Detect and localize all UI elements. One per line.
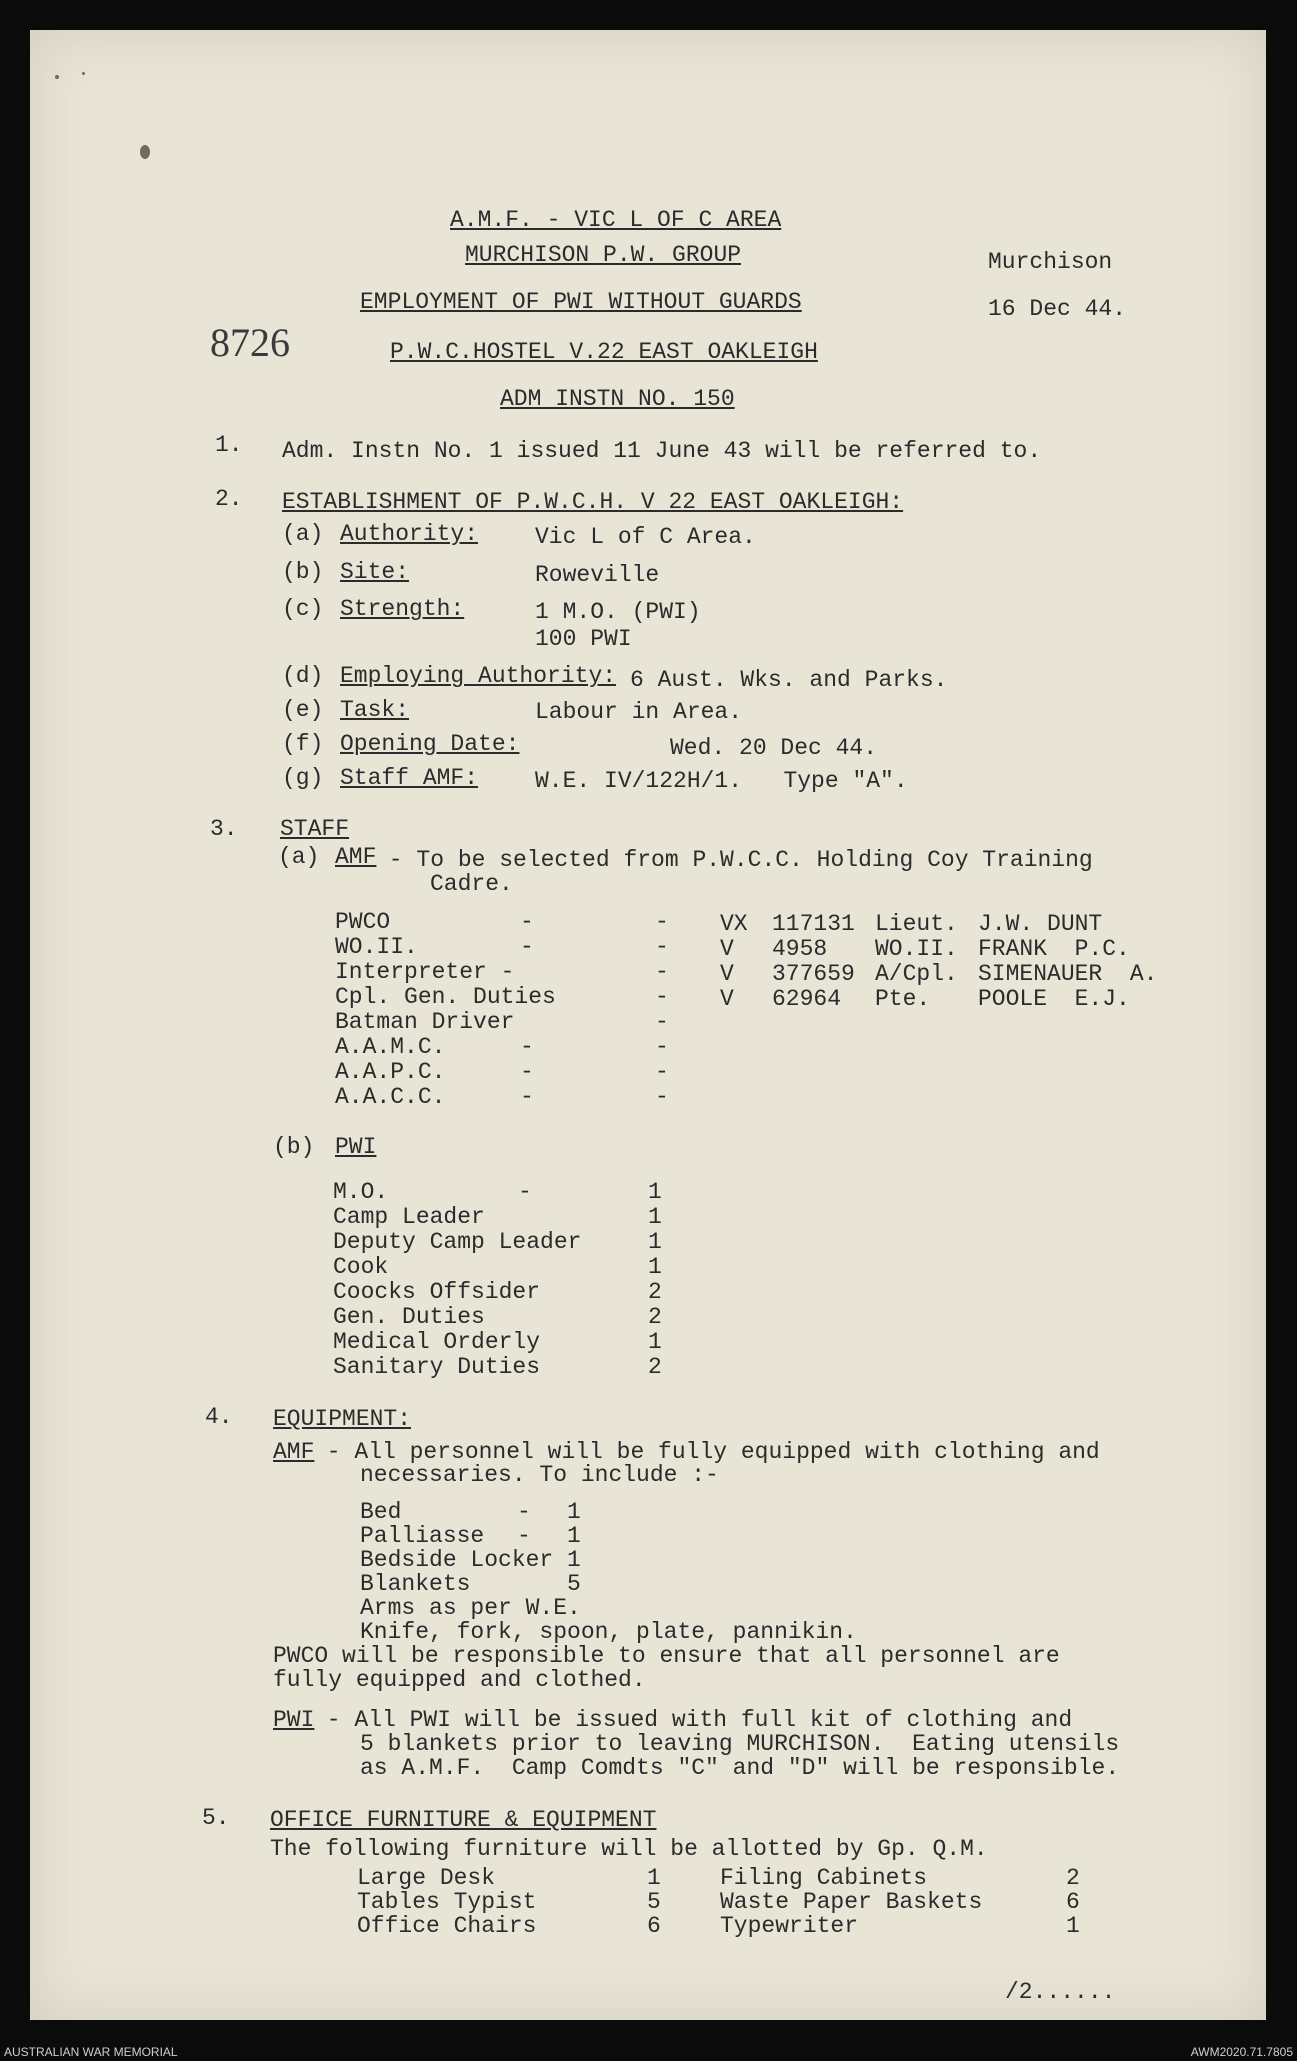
s3-a-text-2: Cadre. — [430, 871, 513, 897]
amf-role: A.A.M.C. — [335, 1034, 446, 1060]
pwi-role: M.O. — [333, 1179, 389, 1205]
section-3-number: 3. — [210, 816, 238, 842]
amf-role: WO.II. — [335, 934, 418, 960]
furniture-name: Tables Typist — [357, 1889, 537, 1915]
section-4-title: EQUIPMENT: — [273, 1406, 412, 1432]
ink-spot — [55, 75, 59, 79]
s2-d-label: Employing Authority: — [340, 663, 617, 689]
document-page — [30, 30, 1266, 2020]
pwi-dash: - — [518, 1179, 532, 1205]
section-1-text: Adm. Instn No. 1 issued 11 June 43 will be referred to. — [282, 438, 1042, 464]
section-2-number: 2. — [215, 486, 243, 512]
equipment-name: Bedside Locker — [360, 1547, 554, 1573]
equipment-dash: - — [517, 1523, 531, 1549]
equipment-utensils: Knife, fork, spoon, plate, pannikin. — [360, 1619, 857, 1645]
s2-f-value: Wed. 20 Dec 44. — [670, 735, 878, 761]
header-line-1: A.M.F. - VIC L OF C AREA — [450, 207, 782, 233]
pwi-role: Coocks Offsider — [333, 1279, 541, 1305]
s2-b-value: Roweville — [535, 562, 660, 588]
s3-a-label: AMF — [335, 844, 377, 870]
furniture-qty: 6 — [647, 1913, 661, 1939]
amf-prefix: V — [720, 986, 734, 1012]
pwi-role: Gen. Duties — [333, 1304, 485, 1330]
pwi-count: 1 — [648, 1204, 662, 1230]
s2-g-label: Staff AMF: — [340, 765, 479, 791]
amf-role: Batman Driver — [335, 1009, 515, 1035]
amf-dash: - — [655, 1009, 669, 1035]
amf-number: 377659 — [772, 961, 855, 987]
amf-rank: Pte. — [875, 986, 931, 1012]
equipment-qty: 1 — [567, 1499, 581, 1525]
amf-number: 4958 — [772, 936, 828, 962]
pwi-role: Deputy Camp Leader — [333, 1229, 582, 1255]
s3-a-letter: (a) — [278, 844, 320, 870]
amf-dash: - — [655, 934, 669, 960]
pwco-note-1: PWCO will be responsible to ensure that all personnel are — [273, 1643, 1060, 1669]
s2-e-value: Labour in Area. — [535, 699, 743, 725]
equipment-name: Blankets — [360, 1571, 471, 1597]
pwi-count: 1 — [648, 1179, 662, 1205]
amf-dash: - — [520, 1084, 534, 1110]
furniture-name: Large Desk — [357, 1865, 496, 1891]
section-5-title: OFFICE FURNITURE & EQUIPMENT — [270, 1807, 657, 1833]
s4-pwi-text-1: - All PWI will be issued with full kit of clothing and — [313, 1707, 1073, 1733]
amf-dash: - — [655, 959, 669, 985]
s3-a-text: - To be selected from P.W.C.C. Holding Coy Training — [375, 847, 1093, 873]
s2-a-label: Authority: — [340, 521, 479, 547]
pwi-count: 2 — [648, 1354, 662, 1380]
s2-f-label: Opening Date: — [340, 731, 520, 757]
header-date: 16 Dec 44. — [988, 296, 1127, 322]
header-line-4: P.W.C.HOSTEL V.22 EAST OAKLEIGH — [390, 339, 818, 365]
furniture-qty: 2 — [1066, 1865, 1080, 1891]
s5-intro: The following furniture will be allotted by Gp. Q.M. — [270, 1836, 988, 1862]
amf-name: FRANK P.C. — [978, 936, 1130, 962]
s2-g-letter: (g) — [282, 765, 324, 791]
s3-b-letter: (b) — [273, 1134, 315, 1160]
s4-amf-text-2: necessaries. To include :- — [360, 1462, 719, 1488]
header-line-5: ADM INSTN NO. 150 — [500, 386, 735, 412]
s2-f-letter: (f) — [282, 731, 324, 757]
amf-dash: - — [520, 1059, 534, 1085]
amf-dash: - — [520, 1034, 534, 1060]
continuation-mark: /2...... — [1005, 1979, 1116, 2005]
s4-pwi-text-3: as A.M.F. Camp Comdts "C" and "D" will be responsible. — [360, 1755, 1120, 1781]
amf-rank: Lieut. — [875, 911, 958, 937]
section-1-number: 1. — [215, 432, 243, 458]
equipment-name: Palliasse — [360, 1523, 485, 1549]
section-3-title: STAFF — [280, 816, 350, 842]
amf-dash: - — [655, 1084, 669, 1110]
amf-prefix: V — [720, 961, 734, 987]
footer-right: AWM2020.71.7805 — [1190, 2045, 1293, 2059]
s2-b-label: Site: — [340, 559, 410, 585]
furniture-qty: 5 — [647, 1889, 661, 1915]
s4-pwi-label: PWI — [273, 1707, 315, 1733]
amf-dash: - — [655, 1059, 669, 1085]
furniture-name: Office Chairs — [357, 1913, 537, 1939]
amf-dash: - — [520, 909, 534, 935]
header-line-3: EMPLOYMENT OF PWI WITHOUT GUARDS — [360, 289, 802, 315]
pwi-count: 1 — [648, 1329, 662, 1355]
s2-c-letter: (c) — [282, 596, 324, 622]
amf-role: Interpreter - — [335, 959, 515, 985]
amf-number: 117131 — [772, 911, 855, 937]
furniture-qty: 1 — [647, 1865, 661, 1891]
pwi-count: 2 — [648, 1304, 662, 1330]
section-2-title: ESTABLISHMENT OF P.W.C.H. V 22 EAST OAKLEIGH: — [282, 489, 904, 515]
s2-g-value: W.E. IV/122H/1. Type "A". — [535, 768, 908, 794]
pwi-role: Camp Leader — [333, 1204, 485, 1230]
furniture-name: Filing Cabinets — [720, 1865, 928, 1891]
amf-name: J.W. DUNT — [978, 911, 1103, 937]
amf-prefix: V — [720, 936, 734, 962]
archive-footer — [0, 2044, 1297, 2061]
amf-name: POOLE E.J. — [978, 986, 1130, 1012]
s2-e-label: Task: — [340, 697, 410, 723]
furniture-name: Waste Paper Baskets — [720, 1889, 983, 1915]
header-place: Murchison — [988, 249, 1113, 275]
amf-name: SIMENAUER A. — [978, 961, 1158, 987]
furniture-qty: 6 — [1066, 1889, 1080, 1915]
amf-role: Cpl. Gen. Duties — [335, 984, 556, 1010]
amf-prefix: VX — [720, 911, 748, 937]
equipment-name: Bed — [360, 1499, 402, 1525]
ink-spot — [82, 72, 85, 75]
furniture-qty: 1 — [1066, 1913, 1080, 1939]
amf-dash: - — [655, 1034, 669, 1060]
pwi-role: Cook — [333, 1254, 389, 1280]
amf-dash: - — [520, 934, 534, 960]
pwco-note-2: fully equipped and clothed. — [273, 1667, 646, 1693]
section-5-number: 5. — [202, 1805, 230, 1831]
s4-amf-text: - All personnel will be fully equipped with clothing and — [313, 1439, 1100, 1465]
s2-e-letter: (e) — [282, 697, 324, 723]
s4-amf-label: AMF — [273, 1439, 315, 1465]
pwi-count: 2 — [648, 1279, 662, 1305]
s2-c-label: Strength: — [340, 596, 465, 622]
amf-dash: - — [655, 984, 669, 1010]
section-4-number: 4. — [205, 1404, 233, 1430]
furniture-name: Typewriter — [720, 1913, 859, 1939]
footer-left: AUSTRALIAN WAR MEMORIAL — [4, 2045, 178, 2059]
equipment-qty: 1 — [567, 1547, 581, 1573]
equipment-arms: Arms as per W.E. — [360, 1595, 581, 1621]
s4-pwi-text-2: 5 blankets prior to leaving MURCHISON. Eating utensils — [360, 1731, 1120, 1757]
pwi-count: 1 — [648, 1229, 662, 1255]
amf-role: A.A.P.C. — [335, 1059, 446, 1085]
s2-c-value-2: 100 PWI — [535, 626, 632, 652]
s3-b-label: PWI — [335, 1134, 377, 1160]
amf-rank: WO.II. — [875, 936, 958, 962]
s2-b-letter: (b) — [282, 559, 324, 585]
s2-d-letter: (d) — [282, 663, 324, 689]
document-number: 8726 — [210, 320, 290, 365]
amf-rank: A/Cpl. — [875, 961, 958, 987]
equipment-dash: - — [517, 1499, 531, 1525]
ink-spot — [140, 145, 150, 159]
pwi-role: Sanitary Duties — [333, 1354, 541, 1380]
s2-c-value: 1 M.O. (PWI) — [535, 599, 701, 625]
amf-role: PWCO — [335, 909, 391, 935]
amf-dash: - — [655, 909, 669, 935]
amf-role: A.A.C.C. — [335, 1084, 446, 1110]
s2-a-letter: (a) — [282, 521, 324, 547]
s2-a-value: Vic L of C Area. — [535, 524, 756, 550]
s2-d-value: 6 Aust. Wks. and Parks. — [630, 667, 948, 693]
pwi-role: Medical Orderly — [333, 1329, 541, 1355]
equipment-qty: 1 — [567, 1523, 581, 1549]
equipment-qty: 5 — [567, 1571, 581, 1597]
amf-number: 62964 — [772, 986, 842, 1012]
pwi-count: 1 — [648, 1254, 662, 1280]
header-line-2: MURCHISON P.W. GROUP — [465, 242, 742, 268]
